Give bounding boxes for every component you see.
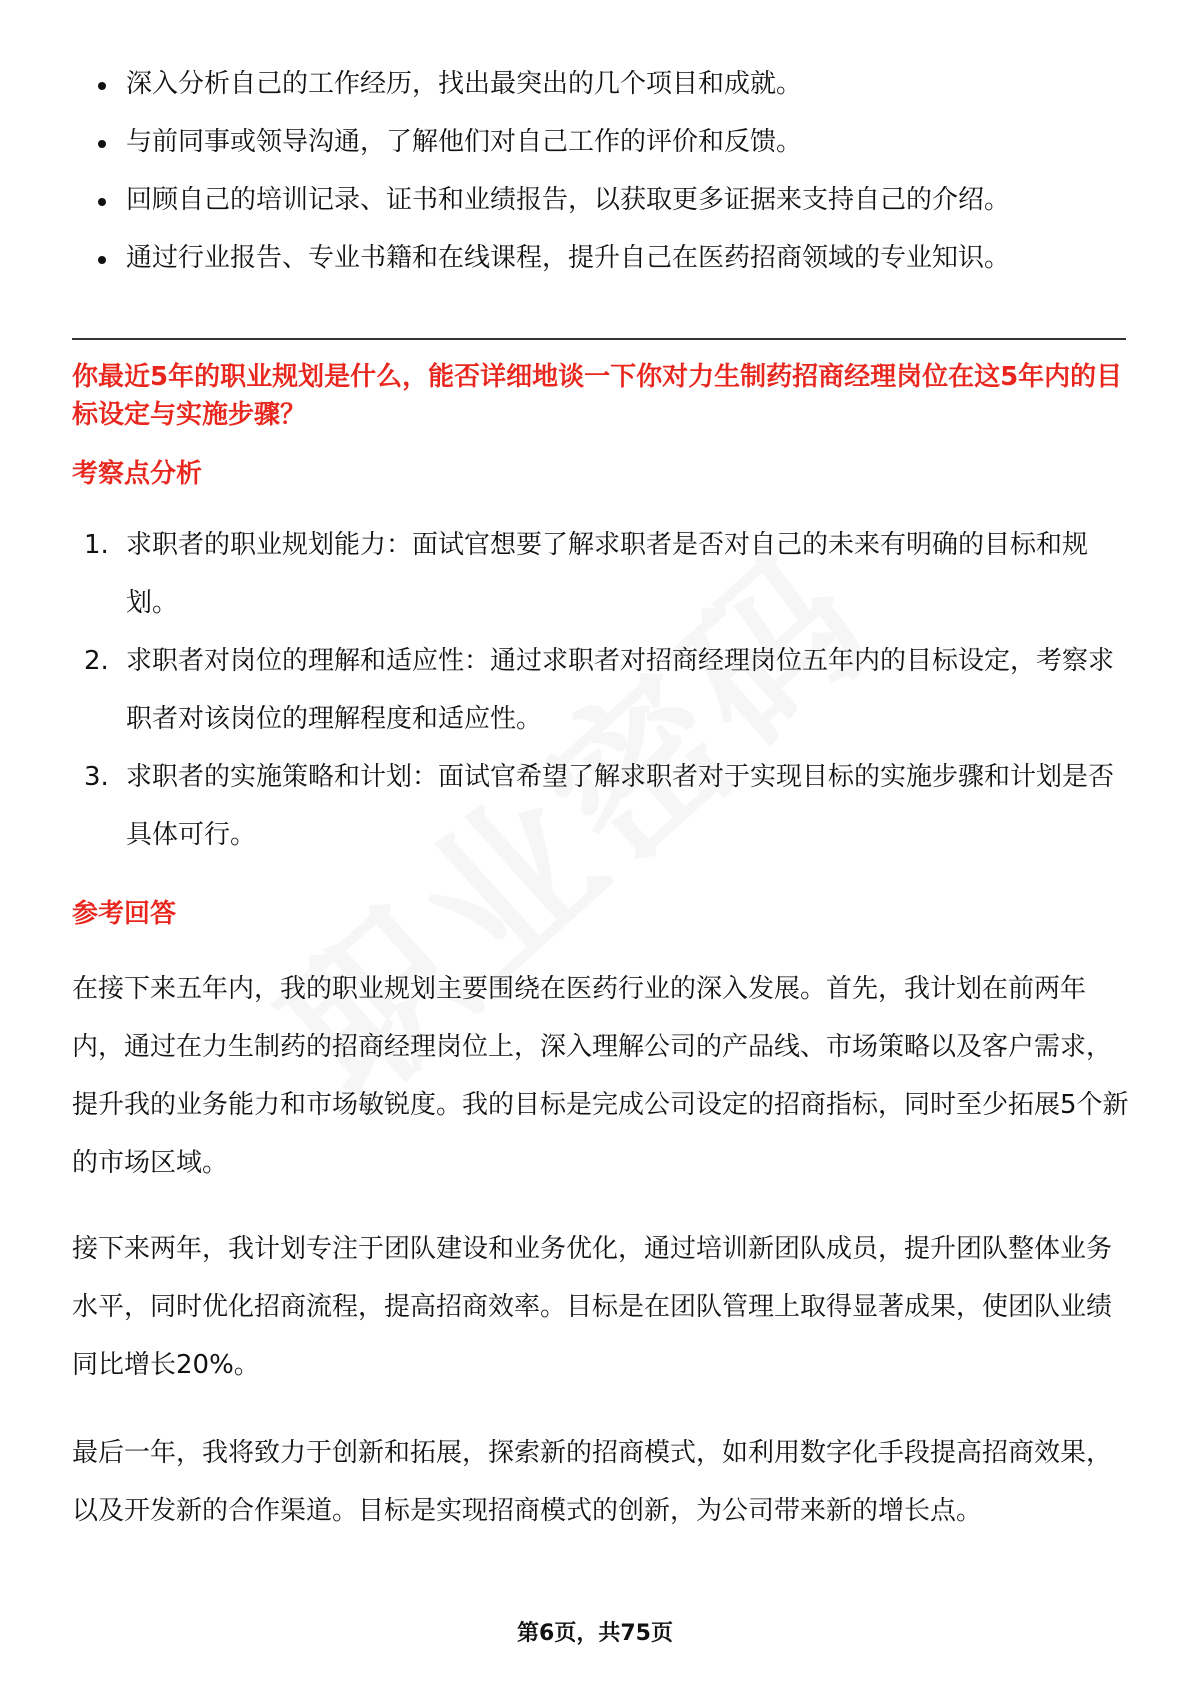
- list-item: [72, 632, 1132, 748]
- bullet-dot-icon: [98, 140, 106, 148]
- bullet-text: 深入分析自己的工作经历，找出最突出的几个项目和成就。: [126, 69, 803, 99]
- list-item: [72, 58, 1132, 116]
- point-number: 3.: [84, 762, 109, 792]
- bullet-text: 通过行业报告、专业书籍和在线课程，提升自己在医药招商领域的专业知识。: [126, 243, 1011, 273]
- analysis-title: 考察点分析: [72, 459, 203, 489]
- answer-paragraph: 在接下来五年内，我的职业规划主要围绕在医药行业的深入发展。首先，我计划在前两年内，通过在力生制药的招商经理岗位上，深入理解公司的产品线、市场策略以及客户需求，提升我的业务能力和市场敏锐度。我的目标是完成公司设定的招商指标，同时至少拓展5个新的市场区域。: [72, 974, 1129, 1178]
- list-item: [72, 232, 1132, 290]
- bullet-dot-icon: [98, 256, 106, 264]
- intro-bullet-list: [72, 58, 1132, 290]
- point-number: 2.: [84, 646, 109, 676]
- answer-paragraph: 接下来两年，我计划专注于团队建设和业务优化，通过培训新团队成员，提升团队整体业务水平，同时优化招商流程，提高招商效率。目标是在团队管理上取得显著成果，使团队业绩同比增长20%。: [72, 1234, 1113, 1380]
- bullet-text: 与前同事或领导沟通，了解他们对自己工作的评价和反馈。: [126, 127, 803, 157]
- bullet-dot-icon: [98, 198, 106, 206]
- list-item: [72, 174, 1132, 232]
- list-item: [72, 116, 1132, 174]
- point-number: 1.: [84, 530, 109, 560]
- reference-title: 参考回答: [72, 899, 177, 929]
- analysis-point-list: [72, 516, 1132, 864]
- point-text: 求职者的实施策略和计划：面试官希望了解求职者对于实现目标的实施步骤和计划是否具体可行。: [126, 762, 1115, 850]
- answer-paragraph: 最后一年，我将致力于创新和拓展，探索新的招商模式，如利用数字化手段提高招商效果，以及开发新的合作渠道。目标是实现招商模式的创新，为公司带来新的增长点。: [72, 1438, 1113, 1526]
- question-heading: 你最近5年的职业规划是什么，能否详细地谈一下你对力生制药招商经理岗位在这5年内的目标设定与实施步骤？: [72, 362, 1123, 430]
- point-text: 求职者对岗位的理解和适应性：通过求职者对招商经理岗位五年内的目标设定，考察求职者对该岗位的理解程度和适应性。: [126, 646, 1115, 734]
- page-number: 第6页，共75页: [517, 1621, 673, 1646]
- list-item: [72, 516, 1132, 632]
- bullet-dot-icon: [98, 82, 106, 90]
- list-item: [72, 748, 1132, 864]
- section-divider: [72, 338, 1126, 340]
- point-text: 求职者的职业规划能力：面试官想要了解求职者是否对自己的未来有明确的目标和规划。: [126, 530, 1089, 618]
- bullet-text: 回顾自己的培训记录、证书和业绩报告，以获取更多证据来支持自己的介绍。: [126, 185, 1011, 215]
